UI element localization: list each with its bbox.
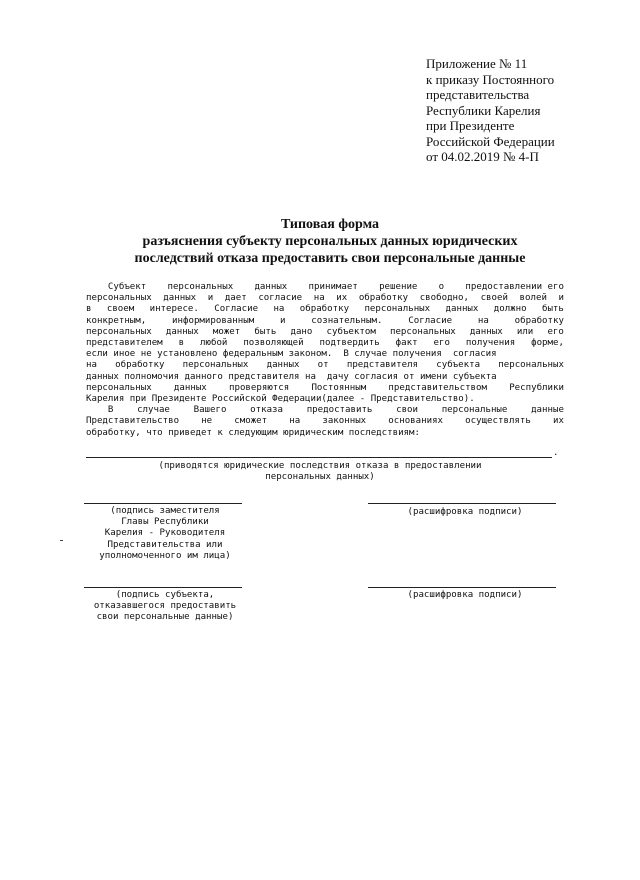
body-line [86, 416, 564, 427]
body-word: проверяются [229, 382, 290, 393]
body-word: свои [396, 405, 418, 416]
body-word: Вашего [193, 405, 227, 416]
body-word: данных [254, 282, 288, 292]
body-word: персональных [86, 382, 152, 393]
body-word: обработку [358, 293, 409, 304]
appendix-line: от 04.02.2019 № 4-П [426, 149, 539, 164]
body-word: данных полномочия данного представителя на дачу согласия от имени субъекта [86, 371, 497, 382]
body-word: и [558, 293, 564, 304]
appendix-line: Приложение № 11 [426, 56, 528, 71]
body-word: обработку [299, 304, 350, 315]
body-line [86, 360, 564, 371]
body-word: В [86, 405, 114, 416]
body-word: дает [224, 293, 247, 304]
caption-line: уполномоченного им лица) [99, 550, 231, 561]
body-word: Представительство [86, 416, 180, 427]
body-word: предоставить [306, 405, 373, 416]
body-word: факт [395, 338, 418, 349]
body-word: персональных [182, 360, 249, 371]
body-word: персональных [86, 293, 152, 304]
trailing-dot: . [553, 448, 559, 458]
body-word: волей [519, 293, 547, 304]
body-word: Субъект [86, 282, 147, 292]
body-line [86, 428, 564, 439]
body-word: и [207, 293, 214, 304]
subject-signature-line [84, 587, 242, 588]
body-word: и [279, 315, 286, 326]
body-word: сможет [234, 416, 268, 427]
body-word: его [433, 338, 450, 349]
body-line [86, 316, 564, 327]
body-line [86, 293, 564, 304]
caption-line: Карелия - Руководителя [104, 528, 226, 539]
body-word: представителем [86, 338, 163, 349]
body-line [86, 394, 564, 405]
body-word: позволяющей [243, 338, 304, 349]
title-line: разъяснения субъекту персональных данных юридических [142, 234, 518, 249]
body-word: любой [200, 338, 228, 349]
body-word: их [336, 293, 348, 304]
body-word: должно [493, 304, 527, 315]
body-word: Республики [509, 382, 564, 393]
body-line [86, 304, 564, 315]
deputy-signature-caption [76, 506, 254, 562]
decoding-line-2 [368, 587, 556, 588]
body-word: персональных [498, 360, 564, 371]
body-word: форме, [531, 338, 564, 349]
body-line [86, 349, 564, 360]
body-word: дано [290, 326, 313, 337]
body-word: на [289, 416, 301, 427]
scan-mark [60, 540, 63, 541]
body-word: обработку [514, 315, 564, 326]
body-word: в [86, 304, 92, 315]
body-word: на [273, 304, 285, 315]
appendix-line: представительства [426, 87, 530, 102]
body-word: своем [106, 304, 135, 315]
caption-line: (подпись субъекта, [115, 590, 215, 600]
decoding-line-1 [368, 503, 556, 504]
body-word: субъекта [436, 360, 481, 371]
body-line [86, 372, 564, 383]
body-word: на [86, 360, 97, 371]
body-word: получения [465, 338, 516, 349]
body-word: субъектом [326, 326, 376, 337]
body-word: осуществлять [465, 416, 531, 427]
subject-signature-caption [76, 590, 254, 624]
body-word: в [178, 338, 185, 349]
body-word: персональных [389, 326, 456, 337]
body-word: Карелия при Президенте Российской Федерации(далее - Представительство). [86, 394, 475, 405]
body-word: Постоянным [311, 382, 367, 393]
body-word: своей [480, 293, 508, 304]
body-word: отказа [250, 405, 284, 416]
consequences-caption [110, 461, 530, 483]
appendix-line: Российской Федерации [426, 133, 555, 149]
deputy-signature-line [84, 503, 242, 504]
caption-line: отказавшегося предоставить [93, 601, 237, 612]
body-word: основаниях [388, 416, 444, 427]
appendix-line: к приказу Постоянного [426, 71, 555, 87]
body-word: Согласие [214, 304, 259, 315]
body-word: подтвердить [319, 338, 380, 349]
body-line [86, 405, 564, 416]
appendix-line: Республики Карелия [426, 102, 541, 118]
body-word: сознательным. [311, 315, 383, 326]
caption-line: Представительства или [107, 539, 223, 550]
body-word: решение [379, 282, 418, 292]
body-line [86, 338, 564, 349]
body-word: на [477, 315, 489, 326]
body-word: принимает [308, 282, 358, 292]
body-word: данных [445, 304, 479, 315]
body-word: обработку [115, 360, 165, 371]
caption-line: (подпись заместителя [110, 506, 220, 516]
body-word: быть [254, 326, 277, 337]
appendix-header [426, 56, 626, 165]
body-word: может [212, 326, 241, 337]
body-word: интересе. [149, 304, 199, 315]
body-line [86, 282, 564, 293]
body-word: данных [469, 326, 503, 337]
body-word: Согласие [408, 315, 453, 326]
appendix-line: при Президенте [426, 118, 515, 133]
body-word: данных [173, 382, 207, 393]
title-line: последствий отказа предоставить свои персональные данные [134, 251, 526, 266]
body-word: о [438, 282, 445, 292]
body-word: представительством [388, 382, 487, 393]
body-word: предоставлении его [465, 282, 564, 292]
caption-line: персональных данных) [265, 472, 375, 483]
title-line: Типовая форма [280, 217, 380, 232]
body-word: случае [137, 405, 170, 416]
body-word: не [201, 416, 213, 427]
body-word: данных [165, 326, 199, 337]
body-word: данные [531, 405, 564, 416]
body-word: информированным [172, 315, 255, 326]
body-word: их [552, 416, 564, 427]
document-title [60, 216, 600, 267]
body-word: конкретным, [86, 315, 147, 326]
body-word: от [317, 360, 329, 371]
body-word: согласие [258, 293, 303, 304]
body-word: данных [266, 360, 300, 371]
body-word: персональные [441, 405, 508, 416]
body-word: представителя [346, 360, 419, 371]
body-word: персональных [167, 282, 234, 292]
body-word: если иное не установлено федеральным законом. В случае получения согласия [86, 349, 497, 360]
body-word: быть [541, 304, 564, 315]
body-word: или [516, 326, 534, 337]
body-word: законных [322, 416, 367, 427]
caption-line: Главы Республики [121, 517, 209, 528]
body-word: данных [163, 293, 197, 304]
body-line [86, 383, 564, 394]
consequences-line [86, 457, 552, 458]
body-word: обработку, что приведет к следующим юридическим последствиям: [86, 427, 420, 438]
caption-line: свои персональные данные) [96, 612, 234, 623]
decoding-caption-1: (расшифровка подписи) [407, 507, 523, 517]
explanation-paragraphs [86, 282, 564, 439]
decoding-caption-2: (расшифровка подписи) [407, 590, 523, 600]
body-word: персональных [86, 326, 152, 337]
body-word: свободно, [419, 293, 469, 304]
body-word: персональных [364, 304, 431, 315]
body-word: на [313, 293, 325, 304]
caption-line: (приводятся юридические последствия отказа в предоставлении [158, 461, 482, 471]
body-line [86, 327, 564, 338]
body-word: его [547, 326, 564, 337]
